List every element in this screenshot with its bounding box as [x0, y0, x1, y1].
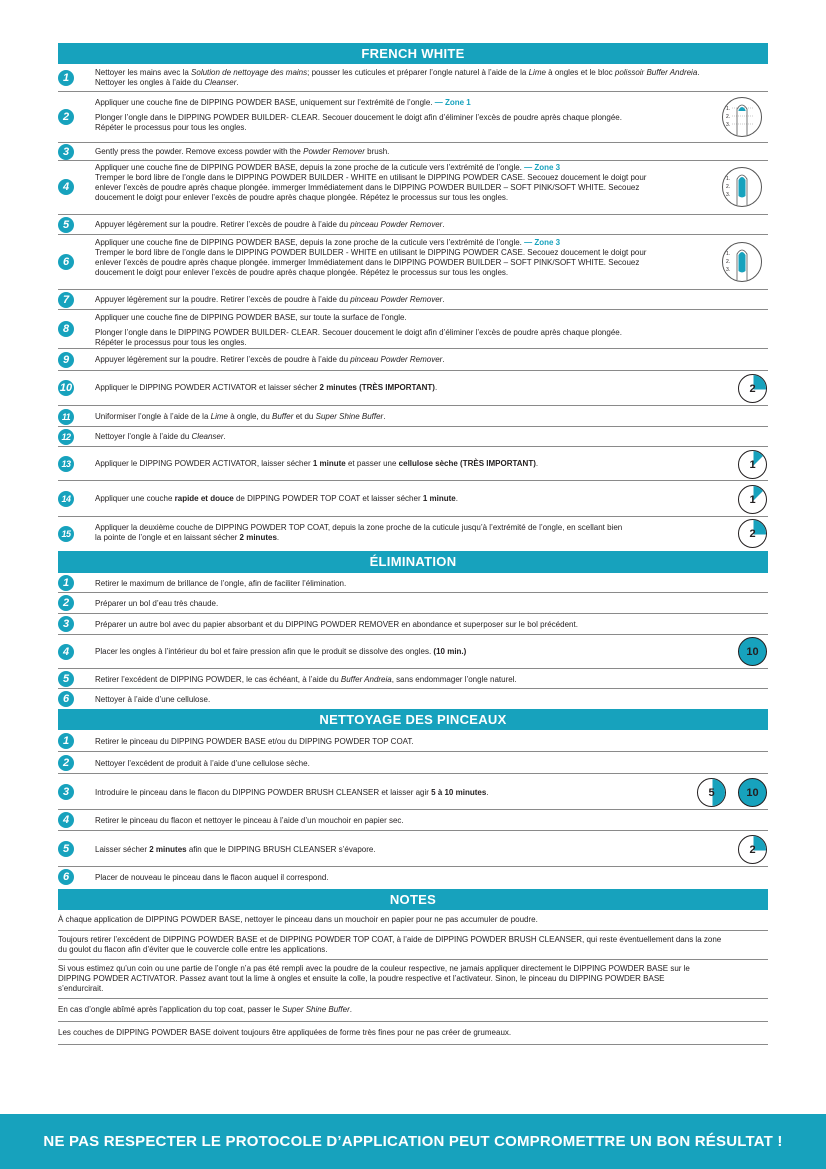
- step-text: Gently press the powder. Remove excess powder with the Powder Remover brush.: [95, 147, 390, 156]
- step-number: 3: [58, 144, 74, 160]
- step-row: [58, 64, 768, 92]
- step-row: [58, 92, 768, 143]
- step-number: 5: [58, 841, 74, 857]
- timer-2-min-icon: 2: [738, 835, 767, 864]
- step-number: 6: [58, 691, 74, 707]
- step-text: Appliquer une couche fine de DIPPING POWDER BASE, uniquement sur l’extrémité de l’ongle. — Zone 1 Plonger l’ongle dans le DIPPING POWDER BUILDER- CLEAR. Secouer doucement le doigt afin d’éliminer l’excès de poudre après chaque plongée. Répéter le processus pour tous les ongles.: [95, 98, 622, 132]
- step-text: Appliquer le DIPPING POWDER ACTIVATOR, laisser sécher 1 minute et passer une cellulose sèche (TRÈS IMPORTANT).: [95, 459, 539, 468]
- step-row: [58, 614, 768, 635]
- step-number: 8: [58, 321, 74, 337]
- note-item: En cas d’ongle abîmé après l’application du top coat, passer le Super Shine Buffer.: [58, 999, 768, 1022]
- section-header-elimination: ÉLIMINATION: [58, 551, 768, 573]
- step-text: Introduire le pinceau dans le flacon du DIPPING POWDER BRUSH CLEANSER et laisser agir 5 à 10 minutes.: [95, 788, 489, 797]
- step-text: Appuyer légèrement sur la poudre. Retirer l’excès de poudre à l’aide du pinceau Powder Remover.: [95, 295, 445, 304]
- step-text: Appliquer une couche fine de DIPPING POWDER BASE, depuis la zone proche de la cuticule vers l’extrémité de l’ongle. — Zone 3 Tremper le bord libre de l’ongle dans le DIPPING POWDER BUILDER - WHITE en utilisant le DIPPING POWDER CASE. Secouez doucement le doigt pour enlever l’excès de poudre après chaque plongée. immerger Immédiatement dans le DIPPING POWDER BUILDER – SOFT PINK/SOFT WHITE. Secouez doucement le doigt pour enlever l’excès de poudre après chaque plongée. Répétez le processus sur tous les ongles.: [95, 238, 647, 277]
- step-text: Appuyer légèrement sur la poudre. Retirer l’excès de poudre à l’aide du pinceau Powder Remover.: [95, 355, 445, 364]
- step-text: Appliquer une couche rapide et douce de DIPPING POWDER TOP COAT et laisser sécher 1 minute.: [95, 494, 458, 503]
- step-text: Nettoyer les mains avec la Solution de nettoyage des mains; pousser les cuticules et préparer l’ongle naturel à l’aide de la Lime à ongles et le bloc polissoir Buffer Andreia. Nettoyer les ongles à l’aide du Cleanser.: [95, 68, 700, 87]
- section-header-french-white: FRENCH WHITE: [58, 43, 768, 64]
- timer-5-min-icon: 5: [697, 778, 726, 807]
- timer-2-min-icon: 2: [738, 519, 767, 548]
- note-item: Si vous estimez qu’un coin ou une partie de l’ongle n’a pas été rempli avec la poudre de la couleur respective, ne jamais appliquer directement le DIPPING POWDER BASE sur le DIPPING POWDER ACTIVATOR. Passez avant tout la lime à ongles et ensuite la colle, la poudre respective et l’activateur. Sinon, le pinceau du DIPPING POWDER BASE s’endurcirait.: [58, 960, 768, 999]
- nail-label: 2.: [726, 184, 731, 190]
- step-text: Appuyer légèrement sur la poudre. Retirer l’excès de poudre à l’aide du pinceau Powder Remover.: [95, 220, 445, 229]
- footer-warning-banner: NE PAS RESPECTER LE PROTOCOLE D’APPLICATION PEUT COMPROMETTRE UN BON RÉSULTAT !: [0, 1114, 826, 1169]
- step-number: 3: [58, 616, 74, 632]
- step-number: 9: [58, 352, 74, 368]
- step-row: [58, 593, 768, 614]
- nail-label: 1.: [726, 251, 731, 257]
- nail-label: 3.: [726, 122, 731, 128]
- step-text: Appliquer le DIPPING POWDER ACTIVATOR et laisser sécher 2 minutes (TRÈS IMPORTANT).: [95, 383, 438, 392]
- protocol-sheet: [58, 43, 768, 1045]
- step-row: [58, 406, 768, 427]
- step-text: Retirer le pinceau du DIPPING POWDER BASE et/ou du DIPPING POWDER TOP COAT.: [95, 737, 414, 746]
- step-text: Appliquer la deuxième couche de DIPPING POWDER TOP COAT, depuis la zone proche de la cuticule jusqu’à l’extrémité de l’ongle, en scellant bien la pointe de l’ongle et en laissant sécher 2 minutes.: [95, 523, 623, 542]
- step-row: [58, 517, 768, 551]
- step-row: [58, 161, 768, 215]
- step-row: [58, 810, 768, 831]
- step-number: 11: [58, 409, 74, 425]
- step-row: [58, 730, 768, 752]
- step-number: 6: [58, 869, 74, 885]
- step-row: [58, 831, 768, 867]
- nail-zone-3-diagram: [722, 167, 762, 207]
- step-row: [58, 635, 768, 669]
- nail-zone-3-diagram: [722, 242, 762, 282]
- step-row: [58, 310, 768, 349]
- step-text: Préparer un bol d’eau très chaude.: [95, 599, 219, 608]
- step-row: [58, 481, 768, 517]
- nail-label: 1.: [726, 176, 731, 182]
- note-item: Les couches de DIPPING POWDER BASE doivent toujours être appliquées de forme très fines pour ne pas créer de grumeaux.: [58, 1022, 768, 1045]
- step-number: 5: [58, 217, 74, 233]
- step-row: [58, 143, 768, 161]
- step-number: 7: [58, 292, 74, 308]
- section-header-nettoyage-pinceaux: NETTOYAGE DES PINCEAUX: [58, 709, 768, 730]
- step-row: [58, 669, 768, 689]
- step-number: 5: [58, 671, 74, 687]
- step-text: Appliquer une couche fine de DIPPING POWDER BASE, depuis la zone proche de la cuticule vers l’extrémité de l’ongle. — Zone 3 Tremper le bord libre de l’ongle dans le DIPPING POWDER BUILDER - WHITE en utilisant le DIPPING POWDER CASE. Secouez doucement le doigt pour enlever l’excès de poudre après chaque plongée. immerger Immédiatement dans le DIPPING POWDER BUILDER – SOFT PINK/SOFT WHITE. Secouez doucement le doigt pour enlever l’excès de poudre après chaque plongée. Répétez le processus sur tous les ongles.: [95, 163, 647, 202]
- step-number: 3: [58, 784, 74, 800]
- step-text: Laisser sécher 2 minutes afin que le DIPPING BRUSH CLEANSER s’évapore.: [95, 845, 376, 854]
- step-row: [58, 689, 768, 709]
- step-text: Uniformiser l’ongle à l’aide de la Lime à ongle, du Buffer et du Super Shine Buffer.: [95, 412, 386, 421]
- timer-10-min-icon: 10: [738, 637, 767, 666]
- step-text: Placer de nouveau le pinceau dans le flacon auquel il correspond.: [95, 873, 329, 882]
- notes-list: [58, 910, 768, 1045]
- step-text: Retirer le maximum de brillance de l’ongle, afin de faciliter l’élimination.: [95, 579, 347, 588]
- step-row: [58, 349, 768, 371]
- step-number: 4: [58, 644, 74, 660]
- nail-zone-1-diagram: [722, 97, 762, 137]
- step-number: 1: [58, 70, 74, 86]
- step-text: Nettoyer l’ongle à l’aide du Cleanser.: [95, 432, 226, 441]
- step-row: [58, 573, 768, 593]
- step-number: 1: [58, 733, 74, 749]
- step-text: Placer les ongles à l’intérieur du bol et faire pression afin que le produit se dissolve des ongles. (10 min.): [95, 647, 467, 656]
- step-number: 1: [58, 575, 74, 591]
- step-text: Nettoyer à l’aide d’une cellulose.: [95, 695, 211, 704]
- step-row: [58, 235, 768, 290]
- nail-label: 2.: [726, 114, 731, 120]
- step-text: Préparer un autre bol avec du papier absorbant et du DIPPING POWDER REMOVER en abondance et superposer sur le bol précédent.: [95, 620, 578, 629]
- step-row: [58, 752, 768, 774]
- step-text: Retirer le pinceau du flacon et nettoyer le pinceau à l’aide d’un mouchoir en papier sec.: [95, 816, 404, 825]
- step-number: 6: [58, 254, 74, 270]
- step-number: 2: [58, 595, 74, 611]
- step-text: Appliquer une couche fine de DIPPING POWDER BASE, sur toute la surface de l’ongle. Plonger l’ongle dans le DIPPING POWDER BUILDER- CLEAR. Secouer doucement le doigt afin d’éliminer l’excès de poudre après chaque plongée. Répéter le processus pour tous les ongles.: [95, 313, 622, 347]
- nail-label: 2.: [726, 259, 731, 265]
- nail-label: 3.: [726, 192, 731, 198]
- step-row: [58, 427, 768, 447]
- step-row: [58, 290, 768, 310]
- timer-1-min-icon: 1: [738, 450, 767, 479]
- step-number: 4: [58, 179, 74, 195]
- timer-2-min-icon: 2: [738, 374, 767, 403]
- step-number: 2: [58, 109, 74, 125]
- step-row: [58, 867, 768, 887]
- step-number: 14: [58, 491, 74, 507]
- nail-label: 3.: [726, 267, 731, 273]
- step-number: 15: [58, 526, 74, 542]
- step-row: [58, 447, 768, 481]
- step-number: 13: [58, 456, 74, 472]
- nail-label: 1.: [726, 106, 731, 112]
- timer-1-min-icon: 1: [738, 485, 767, 514]
- step-number: 10: [59, 382, 73, 394]
- step-number: 2: [58, 755, 74, 771]
- step-text: Retirer l’excédent de DIPPING POWDER, le cas échéant, à l’aide du Buffer Andreia, sans endommager l’ongle naturel.: [95, 675, 517, 684]
- step-row: [58, 215, 768, 235]
- section-header-notes: NOTES: [58, 889, 768, 910]
- step-text: Nettoyer l’excédent de produit à l’aide d’une cellulose sèche.: [95, 759, 310, 768]
- step-number: 12: [58, 429, 74, 445]
- step-row: [58, 371, 768, 406]
- note-item: À chaque application de DIPPING POWDER BASE, nettoyer le pinceau dans un mouchoir en papier pour ne pas accumuler de poudre.: [58, 910, 768, 931]
- note-item: Toujours retirer l’excédent de DIPPING POWDER BASE et de DIPPING POWDER TOP COAT, à l’aide de DIPPING POWDER BRUSH CLEANSER, qui reste éventuellement dans la zone du goulot du flacon afin d’éviter que le couvercle colle entre les applications.: [58, 931, 768, 960]
- timer-10-min-icon: 10: [738, 778, 767, 807]
- step-row: [58, 774, 768, 810]
- step-number: 4: [58, 812, 74, 828]
